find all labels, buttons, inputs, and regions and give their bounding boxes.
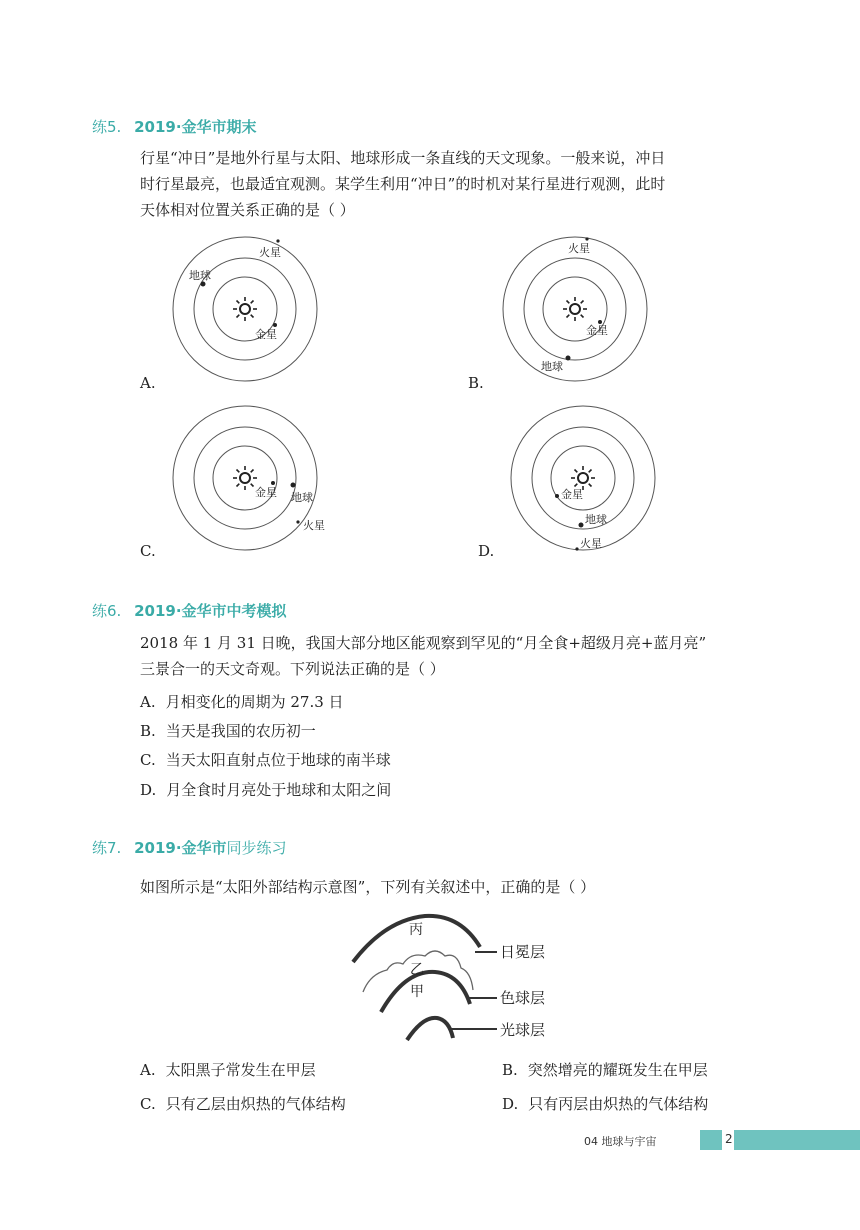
- outer-orbit: [173, 237, 317, 381]
- venus-label: 金星: [586, 324, 608, 337]
- footer-chapter-title: 04 地球与宇宙: [584, 1135, 657, 1148]
- q6-option-c[interactable]: [140, 749, 391, 770]
- option-label: B.: [502, 1061, 518, 1079]
- option-label: D.: [478, 542, 495, 560]
- photosphere-label: 光球层: [500, 1021, 546, 1039]
- mars-dot: [276, 239, 279, 242]
- option-label: A.: [140, 693, 156, 711]
- layer-bing-label: 丙: [409, 922, 423, 938]
- earth-label: 地球: [541, 360, 563, 373]
- earth-dot: [291, 483, 296, 488]
- option-text: 太阳黑子常发生在甲层: [165, 1061, 316, 1079]
- q7-option-c[interactable]: [140, 1093, 346, 1114]
- mars-dot: [575, 547, 578, 550]
- q5-header: [92, 116, 257, 137]
- inner-orbit: [213, 446, 277, 510]
- q5-stem-line: 时行星最亮，也最适宜观测。某学生利用“冲日”的时机对某行星进行观测，此时: [140, 175, 666, 193]
- earth-dot: [201, 282, 206, 287]
- earth-label: 地球: [585, 513, 607, 526]
- q5-diagram-b: [495, 234, 660, 384]
- mars-label: 火星: [580, 537, 602, 550]
- option-text: 月全食时月亮处于地球和太阳之间: [166, 781, 392, 799]
- venus-dot: [273, 323, 277, 327]
- corona-label: 日冕层: [500, 943, 546, 961]
- q5-source: 2019·金华市期末: [134, 118, 257, 136]
- option-label: A.: [140, 374, 156, 392]
- q7-sun-structure-diagram: [345, 912, 575, 1047]
- outer-orbit: [503, 237, 647, 381]
- option-label: D.: [502, 1095, 519, 1113]
- mars-label: 火星: [303, 519, 325, 532]
- option-label: A.: [140, 1061, 156, 1079]
- q5-option-d[interactable]: [478, 542, 504, 560]
- q6-option-a[interactable]: [140, 691, 344, 712]
- sun-icon: [233, 297, 257, 321]
- option-label: B.: [140, 722, 156, 740]
- photosphere-arc: [407, 1018, 453, 1040]
- q6-source: 2019·金华市中考模拟: [134, 602, 287, 620]
- option-label: C.: [140, 751, 156, 769]
- q5-stem-line: 天体相对位置关系正确的是（ ）: [140, 201, 355, 219]
- earth-dot: [579, 523, 584, 528]
- option-text: 当天是我国的农历初一: [165, 722, 316, 740]
- chromosphere-arc: [381, 972, 470, 1012]
- mars-label: 火星: [568, 242, 590, 255]
- sun-icon: [571, 466, 595, 490]
- earth-label: 地球: [189, 269, 211, 282]
- footer-page-number: 2: [725, 1132, 733, 1146]
- q5-diagram-a: [165, 234, 330, 384]
- mars-dot: [296, 520, 299, 523]
- option-label: B.: [468, 374, 484, 392]
- q7-option-d[interactable]: [502, 1093, 708, 1114]
- q5-option-b[interactable]: [468, 374, 494, 392]
- middle-orbit: [194, 427, 296, 529]
- sun-icon: [233, 466, 257, 490]
- layer-jia-label: 甲: [410, 984, 424, 1000]
- q6-option-d[interactable]: [140, 779, 391, 800]
- outer-orbit: [173, 406, 317, 550]
- q5-option-c[interactable]: [140, 542, 166, 560]
- q7-option-a[interactable]: [140, 1059, 316, 1080]
- q6-option-b[interactable]: [140, 720, 316, 741]
- earth-dot: [566, 356, 571, 361]
- option-label: D.: [140, 781, 157, 799]
- q7-number: 练7.: [92, 839, 122, 857]
- venus-dot: [271, 481, 275, 485]
- mars-label: 火星: [259, 246, 281, 259]
- venus-label: 金星: [255, 328, 277, 341]
- q6-stem-line: 三景合一的天文奇观。下列说法正确的是（ ）: [140, 660, 445, 678]
- mars-dot: [585, 237, 588, 240]
- q5-diagram-d: [505, 403, 665, 553]
- venus-label: 金星: [561, 488, 583, 501]
- venus-label: 金星: [255, 486, 277, 499]
- q7-source-suffix: 同步练习: [226, 839, 287, 857]
- footer-accent-bar: [700, 1130, 722, 1150]
- option-label: C.: [140, 1095, 156, 1113]
- middle-orbit: [524, 258, 626, 360]
- option-label: C.: [140, 542, 156, 560]
- earth-label: 地球: [291, 491, 313, 504]
- q7-source: 2019·金华市: [134, 839, 227, 857]
- q7-option-b[interactable]: [502, 1059, 708, 1080]
- outer-orbit: [511, 406, 655, 550]
- q5-option-a[interactable]: [140, 374, 166, 392]
- q6-stem-line: 2018 年 1 月 31 日晚，我国大部分地区能观察到罕见的“月全食+超级月亮+蓝月亮”: [140, 634, 707, 652]
- footer-accent-bar-long: [734, 1130, 860, 1150]
- q5-stem-line: 行星“冲日”是地外行星与太阳、地球形成一条直线的天文现象。一般来说，冲日: [140, 149, 666, 167]
- option-text: 当天太阳直射点位于地球的南半球: [165, 751, 391, 769]
- q5-stem: [140, 145, 665, 223]
- option-text: 突然增亮的耀斑发生在甲层: [527, 1061, 708, 1079]
- middle-orbit: [532, 427, 634, 529]
- chromosphere-label: 色球层: [500, 989, 546, 1007]
- venus-dot: [555, 494, 559, 498]
- q5-number: 练5.: [92, 118, 122, 136]
- q6-header: [92, 600, 287, 621]
- q6-stem: [140, 630, 706, 682]
- q6-number: 练6.: [92, 602, 122, 620]
- layer-yi-label: 乙: [410, 962, 424, 978]
- q7-stem: 如图所示是“太阳外部结构示意图”，下列有关叙述中，正确的是（ ）: [140, 878, 596, 896]
- option-text: 只有丙层由炽热的气体结构: [528, 1095, 709, 1113]
- option-text: 月相变化的周期为 27.3 日: [165, 693, 344, 711]
- sun-icon: [563, 297, 587, 321]
- option-text: 只有乙层由炽热的气体结构: [165, 1095, 346, 1113]
- q7-header: [92, 837, 287, 858]
- q5-diagram-c: [165, 403, 335, 553]
